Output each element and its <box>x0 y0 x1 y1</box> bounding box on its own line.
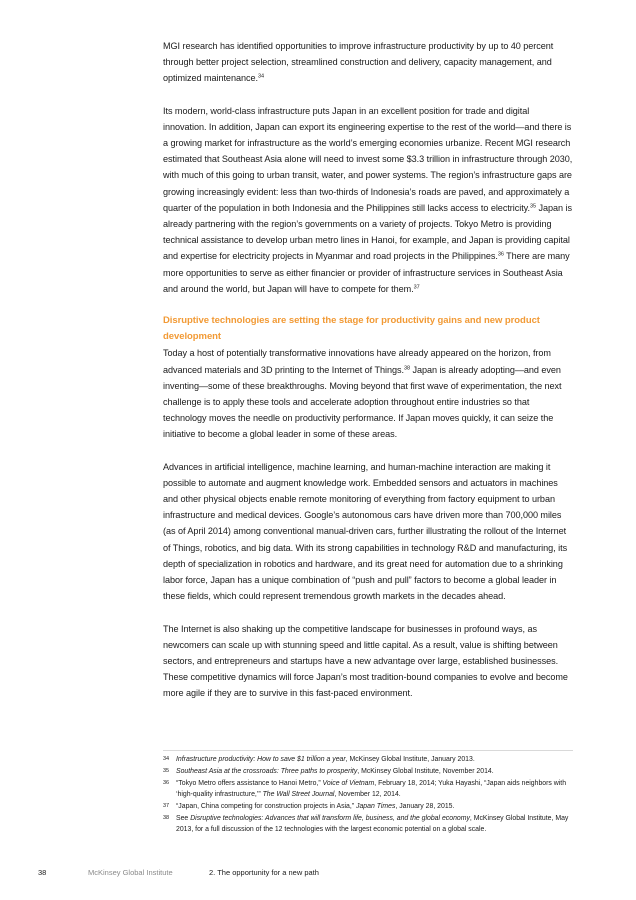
footnote-35: 35 Southeast Asia at the crossroads: Three paths to prosperity, McKinsey Global Institute, November 2014. <box>163 767 573 778</box>
section-heading: Disruptive technologies are setting the stage for productivity gains and new product development <box>163 315 540 343</box>
footnote-37: 37 “Japan, China competing for construction projects in Asia,” Japan Times, January 28, 2015. <box>163 802 573 813</box>
chapter-title: 2. The opportunity for a new path <box>209 868 319 877</box>
footnote-ref[interactable]: 36 <box>497 251 504 258</box>
footnote-34: 34 Infrastructure productivity: How to save $1 trillion a year, McKinsey Global Institute, January 2013. <box>163 755 573 766</box>
footnote-ref[interactable]: 34 <box>257 73 264 80</box>
footnote-number: 37 <box>163 802 170 809</box>
paragraph: The Internet is also shaking up the competitive landscape for businesses in profound ways, as newcomers can scale up with stunning speed and little capital. As a result, value is shifting between sectors, and entrepreneurs and startups have a new advantage over large, established businesses. These competitive dynamics will force Japan’s most tradition-bound companies to evolve and become more agile if they are to survive in this fast-paced environment. <box>163 623 568 699</box>
footnote-36: 36 “Tokyo Metro offers assistance to Hanoi Metro,” Voice of Vietnam, February 18, 2014; Yuka Hayashi, “Japan aids neighbors with ‘high-quality infrastructure,’” The Wall Street Journal, November 12, 2014. <box>163 779 573 800</box>
footnote-number: 34 <box>163 756 170 762</box>
main-text <box>163 38 573 718</box>
footnote-number: 36 <box>163 780 170 787</box>
footnotes <box>163 750 573 837</box>
publisher-name: McKinsey Global Institute <box>88 868 173 877</box>
footnote-ref[interactable]: 38 <box>403 365 410 372</box>
footnote-ref[interactable]: 37 <box>413 284 420 291</box>
footnote-number: 35 <box>163 768 170 775</box>
paragraph: MGI research has identified opportunities to improve infrastructure productivity by up to 40 percent through better project selection, streamlined construction and delivery, capacity management, and optimized maintenance.$^{34}$ <box>163 41 554 84</box>
footnote-number: 38 <box>163 814 170 821</box>
paragraph: Its modern, world-class infrastructure puts Japan in an excellent position for trade and digital innovation. In addition, Japan can export its engineering expertise to the rest of the world—and there is a growing market for infrastructure as the world’s emerging economies urbanize. Recent MGI research estimated that Southeast Asia alone will need to invest some $3.3 trillion in infrastructure through 2030, with much of this going to urban transit, water, and power systems. The region’s infrastructure gaps are growing increasingly evident: less than two-thirds of Indonesia’s roads are paved, and approximately a quarter of the population in both Indonesia and the Philippines still lacks access to electricity.$^{35}$ Japan is already partnering with the region’s governments on a variety of projects. Tokyo Metro is providing technical assistance to develop urban metro lines in Hanoi, for example, and Japan is providing capital and expertise for electricity projects in Myanmar and road projects in the Philippines.$^{36}$ There are many more opportunities to serve as either financier or provider of infrastructure services in Southeast Asia and around the world, but Japan will have to compete for them.$^{37}$ <box>163 105 573 294</box>
page-number: 38 <box>38 868 47 877</box>
footnote-38: 38 See Disruptive technologies: Advances that will transform life, business, and the global economy, McKinsey Global Institute, May 2013, for a full discussion of the 12 technologies with the largest economic potential on a global scale. <box>163 814 573 835</box>
paragraph: Today a host of potentially transformative innovations have already appeared on the horizon, from advanced materials and 3D printing to the Internet of Things.$^{38}$ Japan is already adopting—and even inventing—some of these breakthroughs. Moving beyond that first wave of experimentation, the next challenge is to apply these tools and accelerate adoption throughout entire industries so that technology moves the needle on productivity performance. If Japan moves quickly, it can seize the initiative to become a global leader in some of these areas. <box>163 348 562 440</box>
page-footer <box>0 866 636 880</box>
footnote-ref[interactable]: 35 <box>529 203 537 210</box>
paragraph: Advances in artificial intelligence, machine learning, and human-machine interaction are making it possible to automate and augment knowledge work. Embedded sensors and actuators in machines and other physical objects enable remote monitoring of everything from factory equipment to urban infrastructure and medical devices. Google’s autonomous cars have driven more than 700,000 miles (as of April 2014) among conventional manual-driven cars, further illustrating the rollout of the Internet of Things, robotics, and big data. With its strong capabilities in technology R&D and manufacturing, its depth of specialization in robotics and hardware, and its great need for automation due to a shrinking labor force, Japan has a unique combination of “push and pull” factors to become a global leader in these fields, which could represent tremendous growth markets in the decades ahead. <box>163 461 568 602</box>
